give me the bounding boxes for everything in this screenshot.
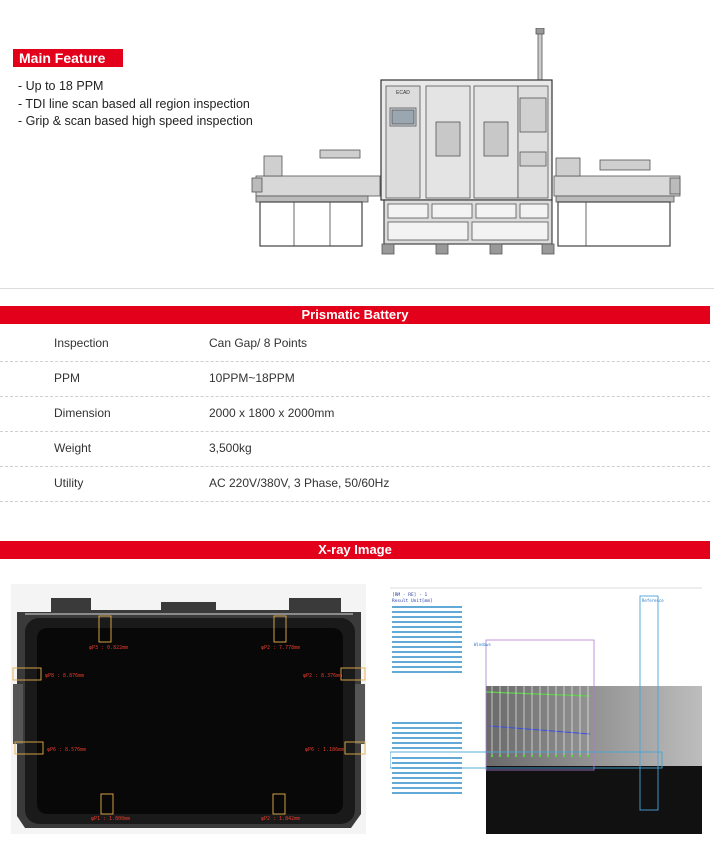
spec-value: Can Gap/ 8 Points [209, 336, 308, 350]
spec-label: Utility [54, 476, 84, 490]
spec-value: 2000 x 1800 x 2000mm [209, 406, 335, 420]
spec-value: 10PPM~18PPM [209, 371, 295, 385]
feature-item: - TDI line scan based all region inspection [18, 96, 250, 111]
spec-row-inspection [0, 327, 710, 362]
xray-image-header: X-ray Image [0, 541, 710, 559]
analysis-label-reference: Reference [642, 598, 664, 603]
spec-row-utility [0, 467, 710, 502]
measure-label: φP2 : 1.842mm [261, 816, 301, 822]
analysis-subheader: Result Unit[mm] [392, 599, 433, 604]
spec-row-weight [0, 432, 710, 467]
spec-label: PPM [54, 371, 81, 385]
spec-label: Weight [54, 441, 92, 455]
inspection-machine-illustration [250, 28, 682, 260]
measure-label: φP2 : 8.376mm [303, 673, 343, 679]
spec-label: Inspection [54, 336, 109, 350]
analysis-header: [RM - RE] - 1 [392, 593, 428, 598]
measure-label: φP3 : 0.822mm [89, 645, 129, 651]
measure-label: φP8 : 8.876mm [45, 673, 85, 679]
spec-value: AC 220V/380V, 3 Phase, 50/60Hz [209, 476, 390, 490]
spec-value: 3,500kg [209, 441, 252, 455]
spec-label: Dimension [54, 406, 111, 420]
feature-item: - Grip & scan based high speed inspection [18, 114, 253, 128]
xray-battery-image [11, 584, 366, 834]
spec-row-dimension [0, 397, 710, 432]
main-feature-title: Main Feature [13, 49, 123, 67]
main-feature-list [18, 78, 253, 131]
analysis-label-windows: Windows [474, 642, 491, 647]
machine-panel-label: ECAD [396, 90, 410, 96]
prismatic-battery-header: Prismatic Battery [0, 306, 710, 324]
section-divider [0, 288, 714, 289]
measure-label: φP2 : 7.778mm [261, 645, 301, 651]
measure-label: φP6 : 1.186mm [305, 747, 345, 753]
measure-label: φP1 : 1.800mm [91, 816, 131, 822]
xray-analysis-image [390, 586, 702, 834]
spec-row-ppm [0, 362, 710, 397]
measure-label: φP6 : 8.576mm [47, 747, 87, 753]
feature-item: - Up to 18 PPM [18, 79, 104, 93]
